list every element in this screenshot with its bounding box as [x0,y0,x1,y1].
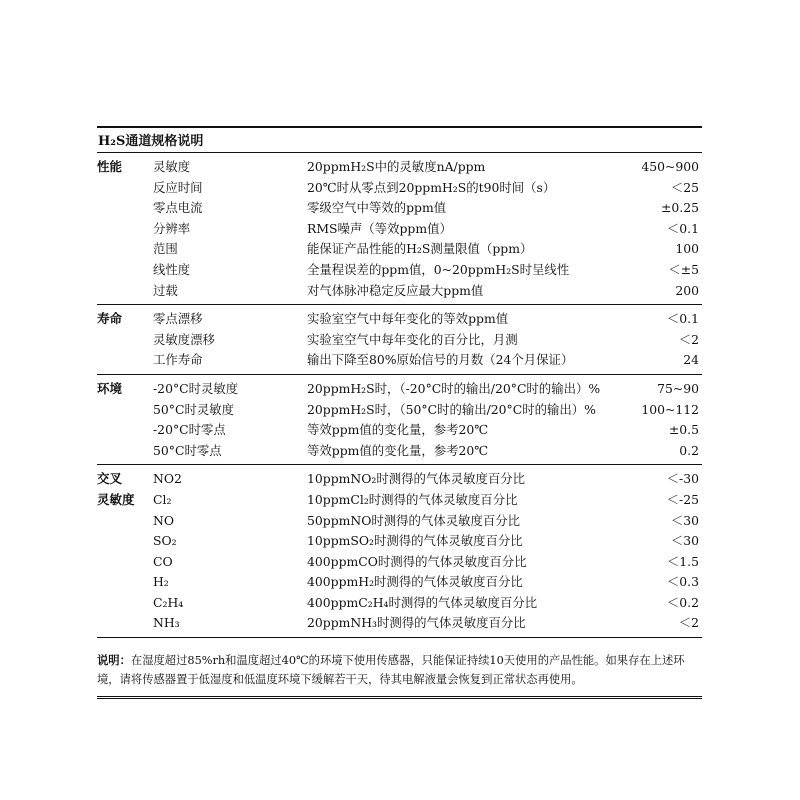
value-cell: ±0.5 [668,422,699,438]
description-cell: 零级空气中等效的ppm值 [307,200,447,216]
description-cell: RMS噪声（等效ppm值） [307,220,452,236]
value-cell: ＜2 [678,615,699,631]
description-cell: 10ppmSO₂时测得的气体灵敏度百分比 [307,533,523,549]
spec-table [97,153,702,638]
param-cell: 分辨率 [153,220,191,236]
param-cell: 过载 [153,282,178,298]
param-cell: 范围 [153,241,178,257]
description-cell: 10ppmNO₂时测得的气体灵敏度百分比 [307,471,526,487]
spec-section [97,153,702,304]
description-cell: 能保证产品性能的H₂S测量限值（ppm） [307,241,533,257]
description-cell: 400ppmC₂H₄时测得的气体灵敏度百分比 [307,594,538,610]
spec-row [97,572,702,593]
description-cell: 10ppmCl₂时测得的气体灵敏度百分比 [307,491,518,507]
description-cell: 20ppmH₂S时，（-20°C时的输出/20°C时的输出）% [307,380,601,396]
description-cell: 400ppmH₂时测得的气体灵敏度百分比 [307,574,523,590]
value-cell: ＜0.1 [666,311,699,327]
value-cell: ＜30 [670,533,699,549]
description-cell: 等效ppm值的变化量，参考20℃ [307,422,489,438]
spec-row [97,511,702,532]
param-cell: NH₃ [153,615,180,631]
bottom-double-rule [97,696,702,699]
spec-row [97,178,702,199]
description-cell: 全量程误差的ppm值，0~20ppmH₂S时呈线性 [307,261,570,277]
spec-section [97,305,702,374]
param-cell: 工作寿命 [153,352,203,368]
spec-title: H₂S通道规格说明 [98,134,204,149]
note-label: 说明： [97,654,131,668]
value-cell: 24 [683,352,699,368]
value-cell: ＜25 [670,179,699,195]
param-cell: 50°C时灵敏度 [153,401,235,417]
description-cell: 实验室空气中每年变化的等效ppm值 [307,311,509,327]
spec-row [97,309,702,330]
value-cell: ＜0.2 [666,594,699,610]
description-cell: 20ppmH₂S时，（50°C时的输出/20°C时的输出）% [307,401,596,417]
category-label: 交叉 [97,471,123,487]
note-text: 在湿度超过85%rh和温度超过40℃的环境下使用传感器，只能保证持续10天使用的产品性能。如果存在上述环境，请将传感器置于低湿度和低温度环境下缓解若干天，待其电解液量会恢复到正常状态再使用。 [97,654,685,687]
spec-row [97,552,702,573]
spec-row [97,198,702,219]
category-label: 性能 [97,159,123,174]
value-cell: ＜-25 [666,491,699,507]
description-cell: 20ppmH₂S中的灵敏度nA/ppm [307,159,486,174]
description-cell: 50ppmNO时测得的气体灵敏度百分比 [307,512,521,528]
param-cell: 反应时间 [153,179,203,195]
param-cell: 灵敏度漂移 [153,331,215,347]
spec-row [97,219,702,240]
value-cell: ±0.25 [661,200,699,216]
value-cell: ＜0.1 [666,220,699,236]
param-cell: 线性度 [153,261,191,277]
value-cell: ＜1.5 [666,553,699,569]
description-cell: 20ppmNH₃时测得的气体灵敏度百分比 [307,615,526,631]
spec-row [97,157,702,178]
param-cell: H₂ [153,574,169,590]
category-label: 寿命 [97,311,123,327]
description-cell: 输出下降至80%原始信号的月数（24个月保证） [307,352,574,368]
category-label: 灵敏度 [97,491,135,507]
value-cell: 0.2 [679,442,699,458]
spec-row [97,260,702,281]
spec-row [97,420,702,441]
param-cell: -20°C时零点 [153,422,226,438]
description-cell: 20℃时从零点到20ppmH₂S的t90时间（s） [307,179,556,195]
value-cell: 450~900 [641,159,699,174]
spec-row [97,613,702,634]
spec-row [97,330,702,351]
description-cell: 400ppmCO时测得的气体灵敏度百分比 [307,553,527,569]
value-cell: 75~90 [657,380,699,396]
spec-document [97,126,702,699]
spec-row [97,379,702,400]
description-cell: 实验室空气中每年变化的百分比，月测 [307,331,518,347]
param-cell: 50°C时零点 [153,442,222,458]
value-cell: ＜2 [678,331,699,347]
param-cell: CO [153,553,173,569]
value-cell: 100~112 [641,401,699,417]
param-cell: NO [153,512,174,528]
param-cell: 零点漂移 [153,311,203,327]
section-rule [97,637,702,638]
usage-note [97,651,702,689]
value-cell: ＜-30 [666,471,699,487]
spec-row [97,281,702,302]
value-cell: ＜±5 [668,261,699,277]
spec-row [97,400,702,421]
description-cell: 等效ppm值的变化量，参考20℃ [307,442,489,458]
param-cell: Cl₂ [153,491,172,507]
value-cell: 200 [675,282,699,298]
param-cell: 零点电流 [153,200,203,216]
spec-row [97,239,702,260]
spec-section [97,375,702,464]
value-cell: ＜30 [670,512,699,528]
spec-row [97,593,702,614]
spec-row [97,441,702,462]
param-cell: NO2 [153,471,182,487]
category-label: 环境 [97,380,123,396]
value-cell: 100 [675,241,699,257]
spec-row [97,469,702,490]
param-cell: -20°C时灵敏度 [153,380,239,396]
spec-section [97,465,702,637]
description-cell: 对气体脉冲稳定反应最大ppm值 [307,282,484,298]
param-cell: 灵敏度 [153,159,191,174]
param-cell: C₂H₄ [153,594,184,610]
spec-row [97,490,702,511]
spec-row [97,350,702,371]
param-cell: SO₂ [153,533,177,549]
value-cell: ＜0.3 [666,574,699,590]
spec-row [97,531,702,552]
